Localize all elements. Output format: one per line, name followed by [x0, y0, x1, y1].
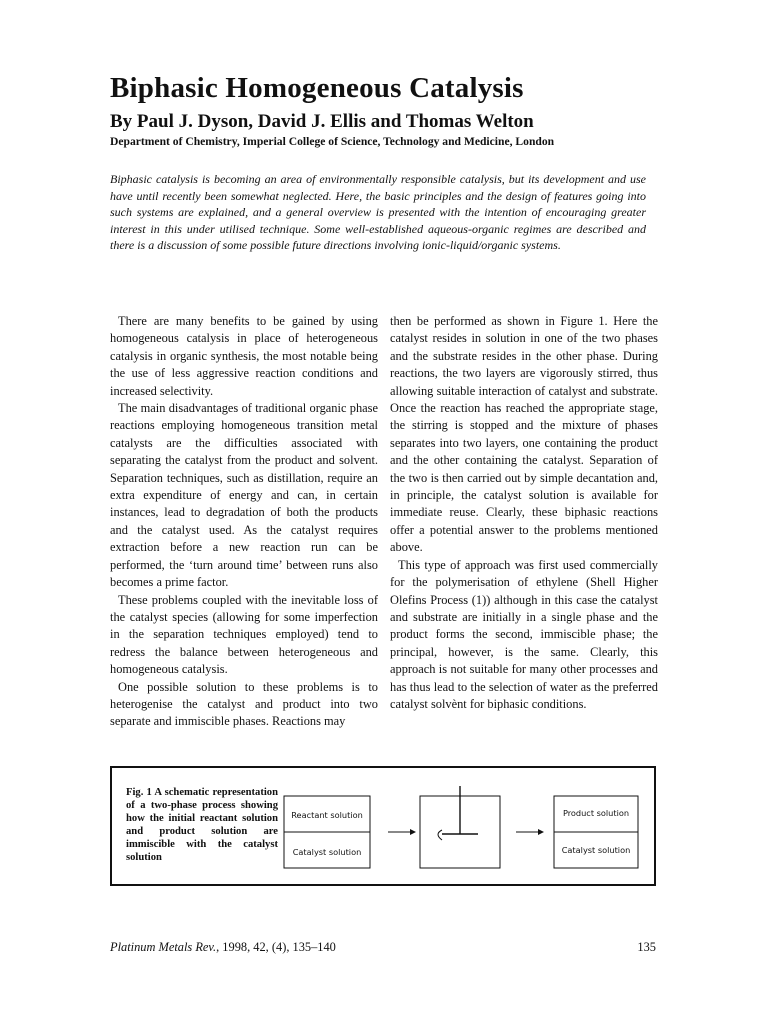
abstract: [110, 171, 646, 254]
reactant-solution-label: Reactant solution: [291, 810, 363, 820]
arrow-2-head: [538, 829, 544, 835]
page-number: 135: [637, 940, 656, 954]
article-affiliation: Department of Chemistry, Imperial College of Science, Technology and Medicine, London: [110, 135, 555, 148]
catalyst-solution-label-left: Catalyst solution: [292, 847, 362, 857]
citation-details: , 1998, 42, (4), 135–140: [216, 940, 336, 954]
arrow-1-head: [410, 829, 416, 835]
paragraph: The main disadvantages of traditional organic phase reactions employing homogeneous transition metal catalysts are the difficulties associated with separating the catalyst from the product and solvent. Separation techniques, such as distillation, require an extra expenditure of energy and can, in certain instances, lead to degradation of both the products and the catalyst used. As the catalyst requires extraction before a new reaction run can be performed, the ‘turn around time’ between runs also becomes a prime factor.: [110, 401, 378, 590]
paragraph: One possible solution to these problems is to heterogenise the catalyst and product into two separate and immiscible phases. Reactions may: [110, 679, 378, 729]
journal-name: Platinum Metals Rev.: [110, 940, 217, 954]
footer-citation: [110, 940, 336, 955]
paragraph: This type of approach was first used commercially for the polymerisation of ethylene (Shell Higher Olefins Process (1)) although in this case the catalyst and substrate are initially in a single phase and the product forms the second, immiscible phase; the principal, however, is the same. Clearly, this approach is not suitable for many other processes and has thus lead to the selection of water as the preferred catalyst solvènt for biphasic conditions.: [390, 557, 658, 711]
article-authors: By Paul J. Dyson, David J. Ellis and Thomas Welton: [110, 111, 534, 132]
figure-caption: Fig. 1 A schematic representation of a two-phase process showing how the initial reactant solution and product solution are immiscible with the catalyst solution: [126, 787, 278, 863]
paragraph: These problems coupled with the inevitable loss of the catalyst species (allowing for some imperfection in the separation techniques employed) tend to redress the balance between heterogeneous and homogeneous catalysis.: [110, 592, 378, 677]
figure-diagram: [280, 776, 650, 880]
product-solution-label: Product solution: [562, 808, 630, 818]
stirring-arc: [438, 830, 442, 840]
body-column-right: [390, 313, 658, 713]
body-column-left: [110, 313, 378, 731]
paragraph: There are many benefits to be gained by using homogeneous catalysis in place of heterogeneous catalysis in organic synthesis, the most notable being the use of less aggressive reaction conditions and increased selectivity.: [110, 314, 378, 398]
paragraph: then be performed as shown in Figure 1. Here the catalyst resides in solution in one of the two phases and the substrate resides in the other phase. During reactions, the two layers are vigorously stirred, thus allowing suitable interaction of catalyst and substrate. Once the reaction has reached the appropriate stage, the stirring is stopped and the mixture of phases separates into two layers, one containing the product and the other containing the catalyst. Separation of the two is then carried out by simple decantation and, in principle, the catalyst solution is available for immediate reuse. Clearly, these biphasic reactions offer a potential answer to the problems mentioned above.: [390, 314, 658, 555]
article-title: Biphasic Homogeneous Catalysis: [110, 72, 524, 104]
abstract-text: Biphasic catalysis is becoming an area of environmentally responsible catalysis, but its development and use have until recently been somewhat neglected. Here, the basic principles and the design of features going into such systems are explained, and a general overview is presented with the intention of encouraging greater interest in this under utilised technique. Some well-established aqueous-organic regimes are described and there is a discussion of some possible future directions involving ionic-liquid/organic systems.: [110, 172, 646, 252]
catalyst-solution-label-right: Catalyst solution: [561, 845, 631, 855]
